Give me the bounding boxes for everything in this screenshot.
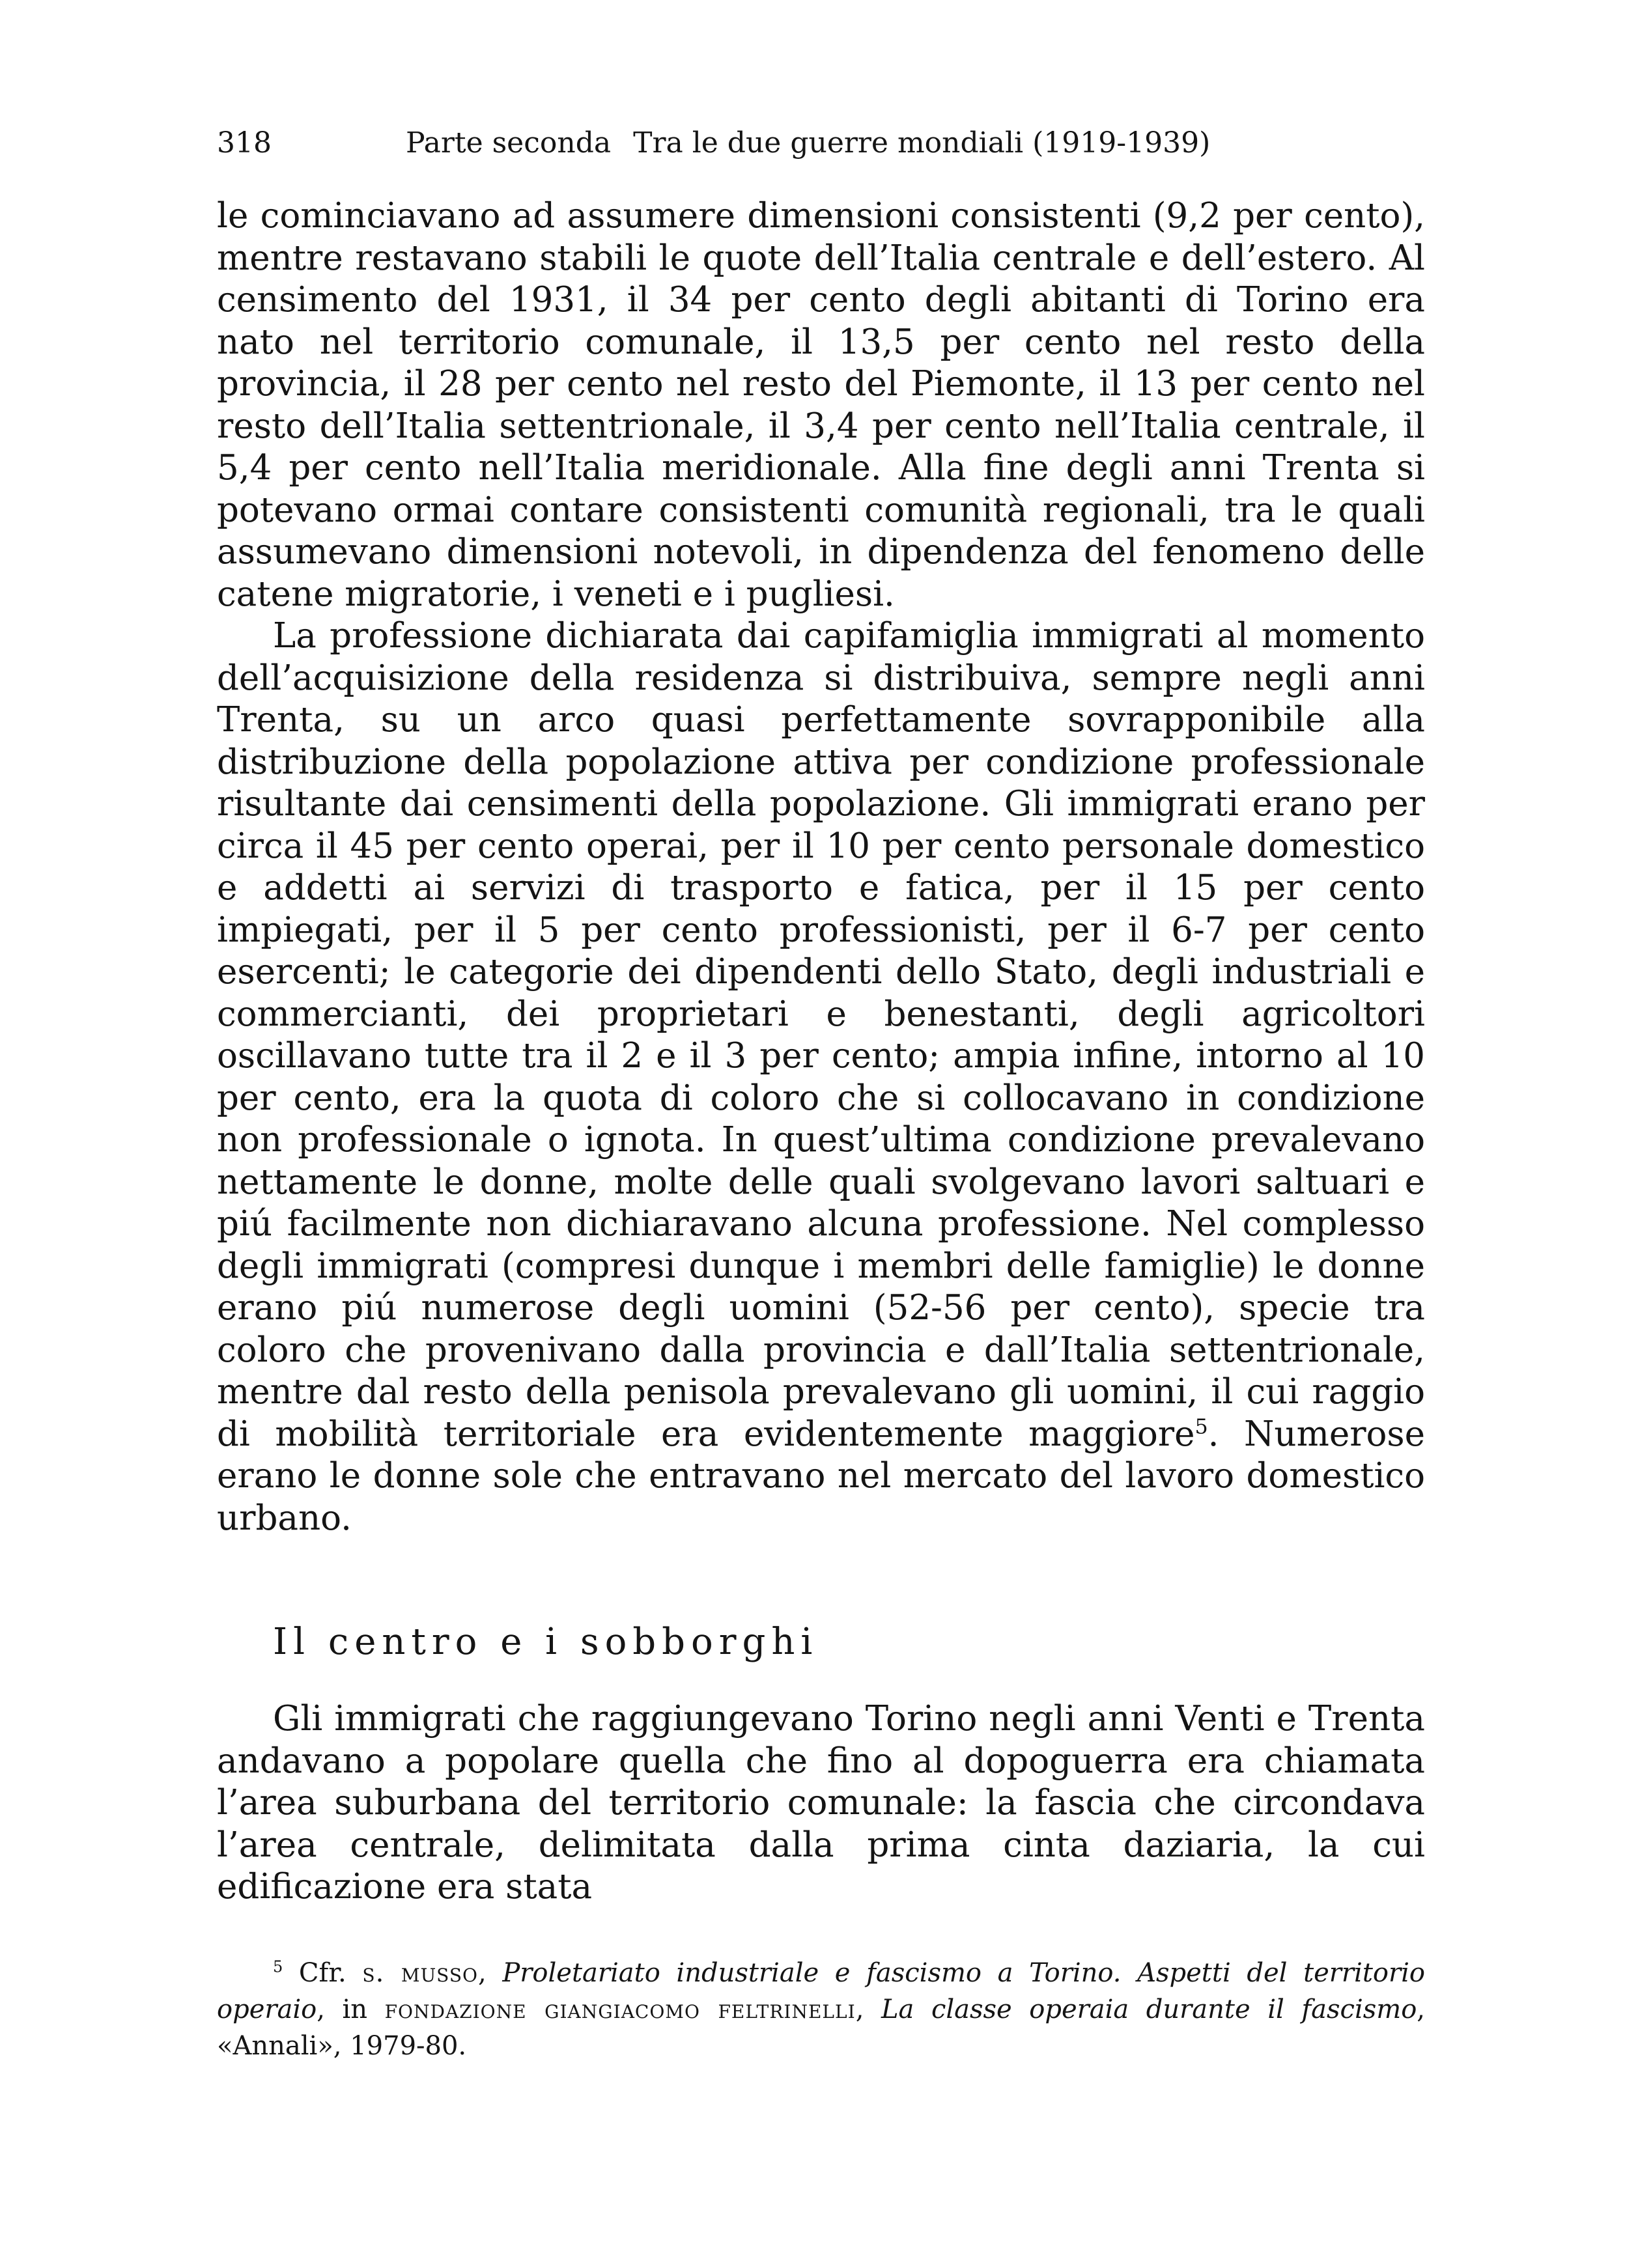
part-label: Parte seconda — [406, 126, 612, 160]
paragraph-2 — [217, 615, 1425, 1539]
footnote-reference[interactable]: 5 — [1194, 1414, 1208, 1438]
footnote-prefix: Cfr. — [298, 1958, 346, 1988]
paragraph-2-text-end: . Numerose erano le donne sole che entravano nel mercato del lavoro domestico urbano. — [217, 1414, 1425, 1538]
book-title: Tra le due guerre mondiali (1919-1939) — [633, 126, 1211, 160]
section-paragraph-1: Gli immigrati che raggiungevano Torino negli anni Venti e Trenta andavano a popolare quella che fino al dopoguerra era chiamata l’area suburbana del territorio comunale: la fascia che circondava l’area centrale, delimitata dalla prima cinta daziaria, la cui edificazione era stata — [217, 1699, 1425, 1907]
footnote-author: s. musso — [362, 1958, 479, 1988]
running-head — [217, 124, 1454, 163]
section-body — [217, 1698, 1425, 1909]
footnote-institution: fondazione giangiacomo feltrinelli — [384, 1995, 856, 2024]
footnote-tail: , «Annali», 1979-80. — [217, 1995, 1425, 2061]
paragraph-2-text: La professione dichiarata dai capifamiglia immigrati al momento dell’acquisizione della residenza si distribuiva, sempre negli anni Trenta, su un arco quasi perfettamente sovrapponibile alla distribuzione della popolazione attiva per condizione professionale risultante dai censimenti della popolazione. Gli immigrati erano per circa il 45 per cento operai, per il 10 per cento personale domestico e addetti ai servizi di trasporto e fatica, per il 15 per cento impiegati, per il 5 per cento professionisti, per il 6-7 per cento esercenti; le categorie dei dipendenti dello Stato, degli industriali e commercianti, dei proprietari e benestanti, degli agricoltori oscillavano tutte tra il 2 e il 3 per cento; ampia infine, intorno al 10 per cento, era la quota di coloro che si collocavano in condizione non professionale o ignota. In quest’ultima condizione prevalevano nettamente le donne, molte delle quali svolgevano lavori saltuari e piú facilmente non dichiaravano alcuna professione. Nel complesso degli immigrati (compresi dunque i membri delle famiglie) le donne erano piú numerose degli uomini (52-56 per cento), specie tra coloro che provenivano dalla provincia e dall’Italia settentrionale, mentre dal resto della penisola prevalevano gli uomini, il cui raggio di mobilità territoriale era evidentemente maggiore — [217, 616, 1425, 1454]
section-heading: Il centro e i sobborghi — [273, 1621, 819, 1663]
footnote-number: 5 — [273, 1957, 283, 1976]
footnote-5: $^5$ Cfr. s. musso, Proletariato industriale e fascismo a Torino. Aspetti del territorio operaio, in fondazione giangiacomo feltrinelli, La classe operaia durante il fascismo, «Annali», 1979-80. — [217, 1957, 1425, 2061]
footnote-volume: La classe operaia durante il fascismo — [881, 1995, 1417, 2024]
footnote-title: Proletariato industriale e fascismo a Torino. Aspetti del territorio operaio — [217, 1958, 1425, 2024]
body-text — [217, 195, 1425, 1539]
footnote-in: , in — [317, 1995, 368, 2024]
paragraph-1: le cominciavano ad assumere dimensioni consistenti (9,2 per cento), mentre restavano stabili le quote dell’Italia centrale e dell’estero. Al censimento del 1931, il 34 per cento degli abitanti di Torino era nato nel territorio comunale, il 13,5 per cento nel resto della provincia, il 28 per cento nel resto del Piemonte, il 13 per cento nel resto dell’Italia settentrionale, il 3,4 per cento nell’Italia centrale, il 5,4 per cento nell’Italia meridionale. Alla fine degli anni Trenta si potevano ormai contare consistenti comunità regionali, tra le quali assumevano dimensioni notevoli, in dipendenza del fenomeno delle catene migratorie, i veneti e i pugliesi. — [217, 196, 1425, 614]
footnotes — [217, 1955, 1425, 2064]
page-number: 318 — [217, 126, 272, 160]
